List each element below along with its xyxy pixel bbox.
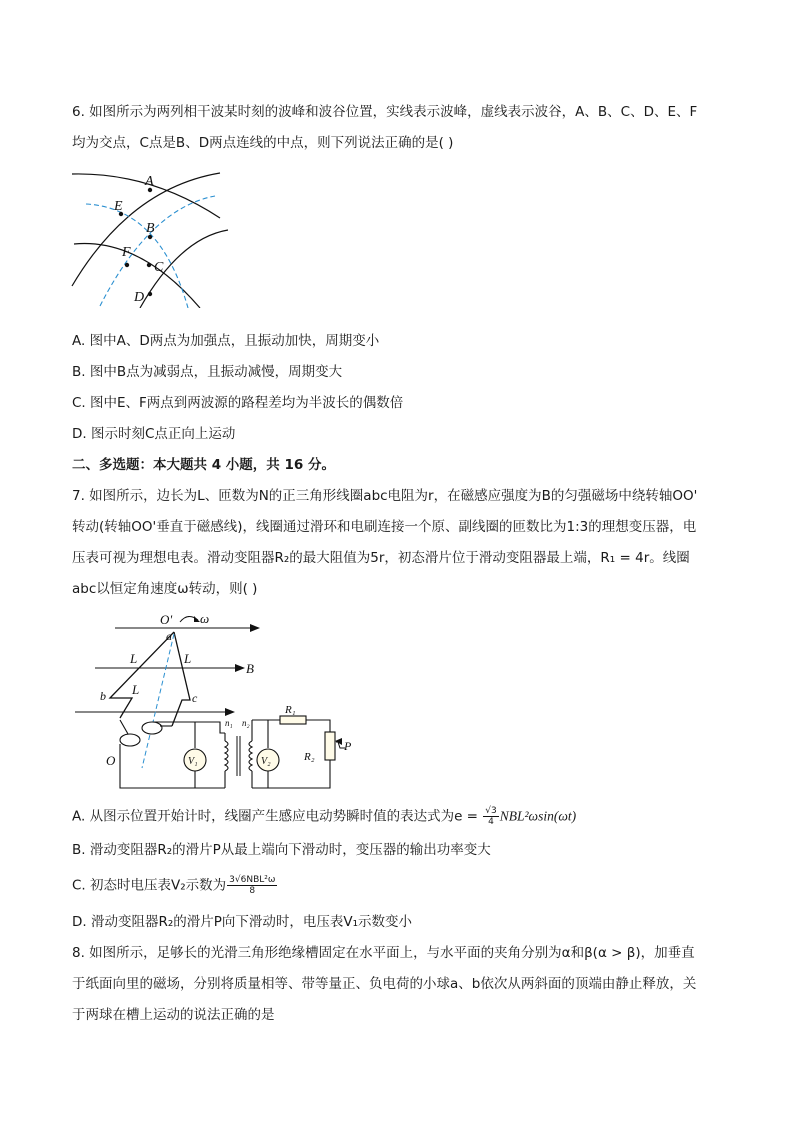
q8-stem-line2: 于纸面向里的磁场，分别将质量相等、带等量正、负电荷的小球a、b依次从两斜面的顶端由静止释放，关 — [72, 976, 697, 992]
label-l-right: L — [184, 651, 192, 666]
q6-option-a: A. 图中A、D两点为加强点，且振动加快，周期变小 — [72, 333, 380, 349]
q6-option-d: D. 图示时刻C点正向上运动 — [72, 426, 236, 442]
label-d: D — [134, 290, 145, 305]
q7-option-c: C. 初态时电压表V₂示数为 $\frac{\text{3√6NBL²ω}}{8}$ — [72, 875, 276, 896]
q7-stem-line1: 7. 如图所示，边长为L、匝数为N的正三角形线圈abc电阻为r，在磁感应强度为B的匀强磁场中绕转轴OO' — [72, 488, 698, 504]
q7-option-b: B. 滑动变阻器R₂的滑片P从最上端向下滑动时，变压器的输出功率变大 — [72, 842, 491, 858]
label-omega: ω — [200, 611, 210, 626]
label-o-prime: O' — [160, 612, 173, 627]
section-heading: 二、多选题：本大题共 4 小题，共 16 分。 — [72, 457, 335, 473]
q6-stem-line2: 均为交点，C点是B、D两点连线的中点，则下列说法正确的是( ) — [72, 135, 454, 151]
label-o: O — [106, 753, 116, 768]
label-l-bottom: L — [132, 682, 140, 697]
q7-stem-line2: 转动(转轴OO'垂直于磁感线)，线圈通过滑环和电刷连接一个原、副线圈的匝数比为1:3的理想变压器，电 — [72, 519, 697, 535]
label-b: B — [146, 221, 155, 236]
q6-wave-figure — [70, 168, 230, 308]
label-a: A — [145, 174, 154, 189]
q7-stem-line4: abc以恒定角速度ω转动，则( ) — [72, 581, 258, 597]
label-c: c — [192, 691, 198, 705]
q8-stem-line3: 于两球在槽上运动的说法正确的是 — [72, 1007, 275, 1023]
q8-stem-line1: 8. 如图所示，足够长的光滑三角形绝缘槽固定在水平面上，与水平面的夹角分别为α和β(α > β)，加垂直 — [72, 945, 695, 961]
label-r1: R₁ — [285, 704, 296, 716]
label-f: F — [122, 245, 131, 260]
label-a: a — [166, 629, 172, 643]
label-n2: n₂ — [242, 718, 250, 728]
label-e: E — [114, 199, 123, 214]
q7-option-a: A. 从图示位置开始计时，线圈产生感应电动势瞬时值的表达式为e = $\frac{√3}{4}$ NBL²ωsin(ωt) — [72, 806, 577, 827]
label-c: C — [154, 260, 164, 275]
label-b-field: B — [246, 661, 254, 676]
q7-option-d: D. 滑动变阻器R₂的滑片P向下滑动时，电压表V₁示数变小 — [72, 914, 413, 930]
point-c — [147, 263, 151, 267]
q6-option-b: B. 图中B点为减弱点，且振动减慢，周期变大 — [72, 364, 343, 380]
q6-option-c: C. 图中E、F两点到两波源的路程差均为半波长的偶数倍 — [72, 395, 404, 411]
q7-stem-line3: 压表可视为理想电表。滑动变阻器R₂的最大阻值为5r，初态滑片位于滑动变阻器最上端，R₁ = 4r。线圈 — [72, 550, 690, 566]
label-b: b — [100, 689, 106, 703]
label-n1: n₁ — [225, 718, 233, 728]
q7-circuit-figure — [70, 608, 370, 794]
label-p: P — [344, 739, 352, 753]
label-v1: V₁ — [188, 756, 198, 767]
label-v2: V₂ — [261, 756, 271, 767]
q6-stem-line1: 6. 如图所示为两列相干波某时刻的波峰和波谷位置，实线表示波峰，虚线表示波谷，A、B、C、D、E、F — [72, 104, 698, 120]
label-l-left: L — [130, 651, 138, 666]
point-f — [125, 263, 129, 267]
point-d — [148, 292, 152, 296]
label-r2: R₂ — [304, 751, 315, 763]
